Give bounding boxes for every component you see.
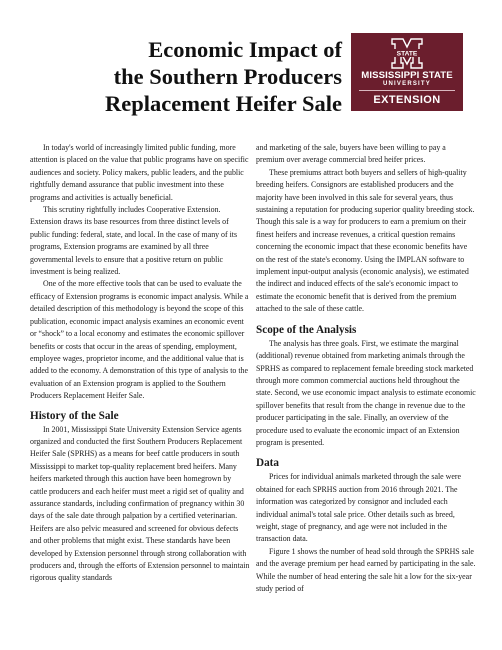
- logo-divider: [359, 90, 455, 91]
- right-column: [256, 142, 476, 595]
- msu-extension-logo: [351, 33, 463, 111]
- body-paragraph: The analysis has three goals. First, we estimate the marginal (additional) revenue obtained from marketing animals through the SPRHS as compared to replacement female breeding stock marketed through more common commercial auctions held throughout the state. Second, we use economic impact analysis to estimate economic spillover benefits that result from the change in revenue due to the producer participating in the sale. Finally, an overview of the procedure used to evaluate the economic impact of an Extension program is presented.: [256, 338, 476, 447]
- body-paragraph: One of the more effective tools that can be used to evaluate the efficacy of Extension programs is economic impact analysis. While a detailed description of this methodology is beyond the scope of this publication, economic impact analysis examines an economic event or “shock” to a local economy and estimates the economic spillover benefits or costs that occur in the areas of spending, employment, employee wages, proprietor income, and the additional value that is added to the economy. A demonstration of this type of analysis to the evaluation of an Extension program is applied to the Southern Producers Replacement Heifer Sale.: [30, 279, 249, 401]
- body-paragraph: In today's world of increasingly limited public funding, more attention is placed on the value that public programs have on specific audiences and society. Policy makers, public leaders, and the public rightfully demand assurance that public investment into these programs and activities is actually beneficial.: [30, 143, 249, 202]
- body-paragraph: This scrutiny rightfully includes Cooperative Extension. Extension draws its base resources from three distinct levels of public funding: federal, state, and local. In the case of many of its programs, Extension programs are examined by all three governmental levels to ensure that a positive return on public investment is being realized.: [30, 205, 238, 277]
- logo-line-university: UNIVERSITY: [382, 81, 431, 87]
- left-column: [30, 142, 250, 585]
- title-line: Replacement Heifer Sale: [104, 91, 342, 116]
- title-line: the Southern Producers: [113, 64, 342, 89]
- body-paragraph: These premiums attract both buyers and sellers of high-quality breeding heifers. Consignors are established producers and the majority have been involved in this sale for several years, thus sustaining a reputation for producing superior quality breeding stock. Though this sale is a way for producers to earn a premium on their finest heifers and increase revenues, a critical question remains concerning the economic impact that these economic benefits have on the rest of the state's economy. Using the IMPLAN software to implement input-output analysis (economic analysis), we estimated the indirect and induced effects of the sale's economic impact to estimate the economic benefit that is derived from the premium attached to the sale of these cattle.: [256, 167, 475, 314]
- document-title: [70, 36, 342, 117]
- section-heading-history: History of the Sale: [30, 409, 119, 422]
- body-paragraph: Figure 1 shows the number of head sold through the SPRHS sale and the average premium per head earned by participating in the sale. While the number of head entering the sale hit a low for the six-year study period of: [256, 546, 476, 593]
- body-paragraph: and marketing of the sale, buyers have been willing to pay a premium over average commercial bred heifer prices.: [256, 143, 446, 165]
- section-heading-scope: Scope of the Analysis: [256, 323, 357, 336]
- body-paragraph: Prices for individual animals marketed through the sale were obtained for each SPRHS auction from 2016 through 2021. The information was categorized by consignor and included each individual animal's total sale price. Other details such as breed, weight, stage of pregnancy, and age were not included in the transaction data.: [256, 472, 461, 544]
- title-line: Economic Impact of: [148, 37, 342, 62]
- msu-emblem-icon: [390, 38, 424, 69]
- body-paragraph: In 2001, Mississippi State University Extension Service agents organized and conducted the first Southern Producers Replacement Heifer Sale (SPRHS) as a means for beef cattle producers in south Mississippi to market top-quality replacement bred heifers. Many heifers marketed through this auction have been homegrown by cattle producers and each heifer must meet a rigid set of quality and assurance standards, including confirmation of pregnancy within 30 days of the sale date through palpation by a certified veterinarian. Heifers are also pelvic measured and screened for obvious defects and other problems that might exist. These standards have been developed by Extension personnel through strong collaboration with producers and, through the efforts of Extension personnel to maintain rigorous quality standards: [30, 424, 250, 583]
- logo-line-university-name: MISSISSIPPI STATE: [361, 70, 453, 81]
- emblem-text: STATE: [396, 50, 418, 58]
- logo-line-extension: EXTENSION: [373, 94, 441, 106]
- section-heading-data: Data: [256, 457, 279, 470]
